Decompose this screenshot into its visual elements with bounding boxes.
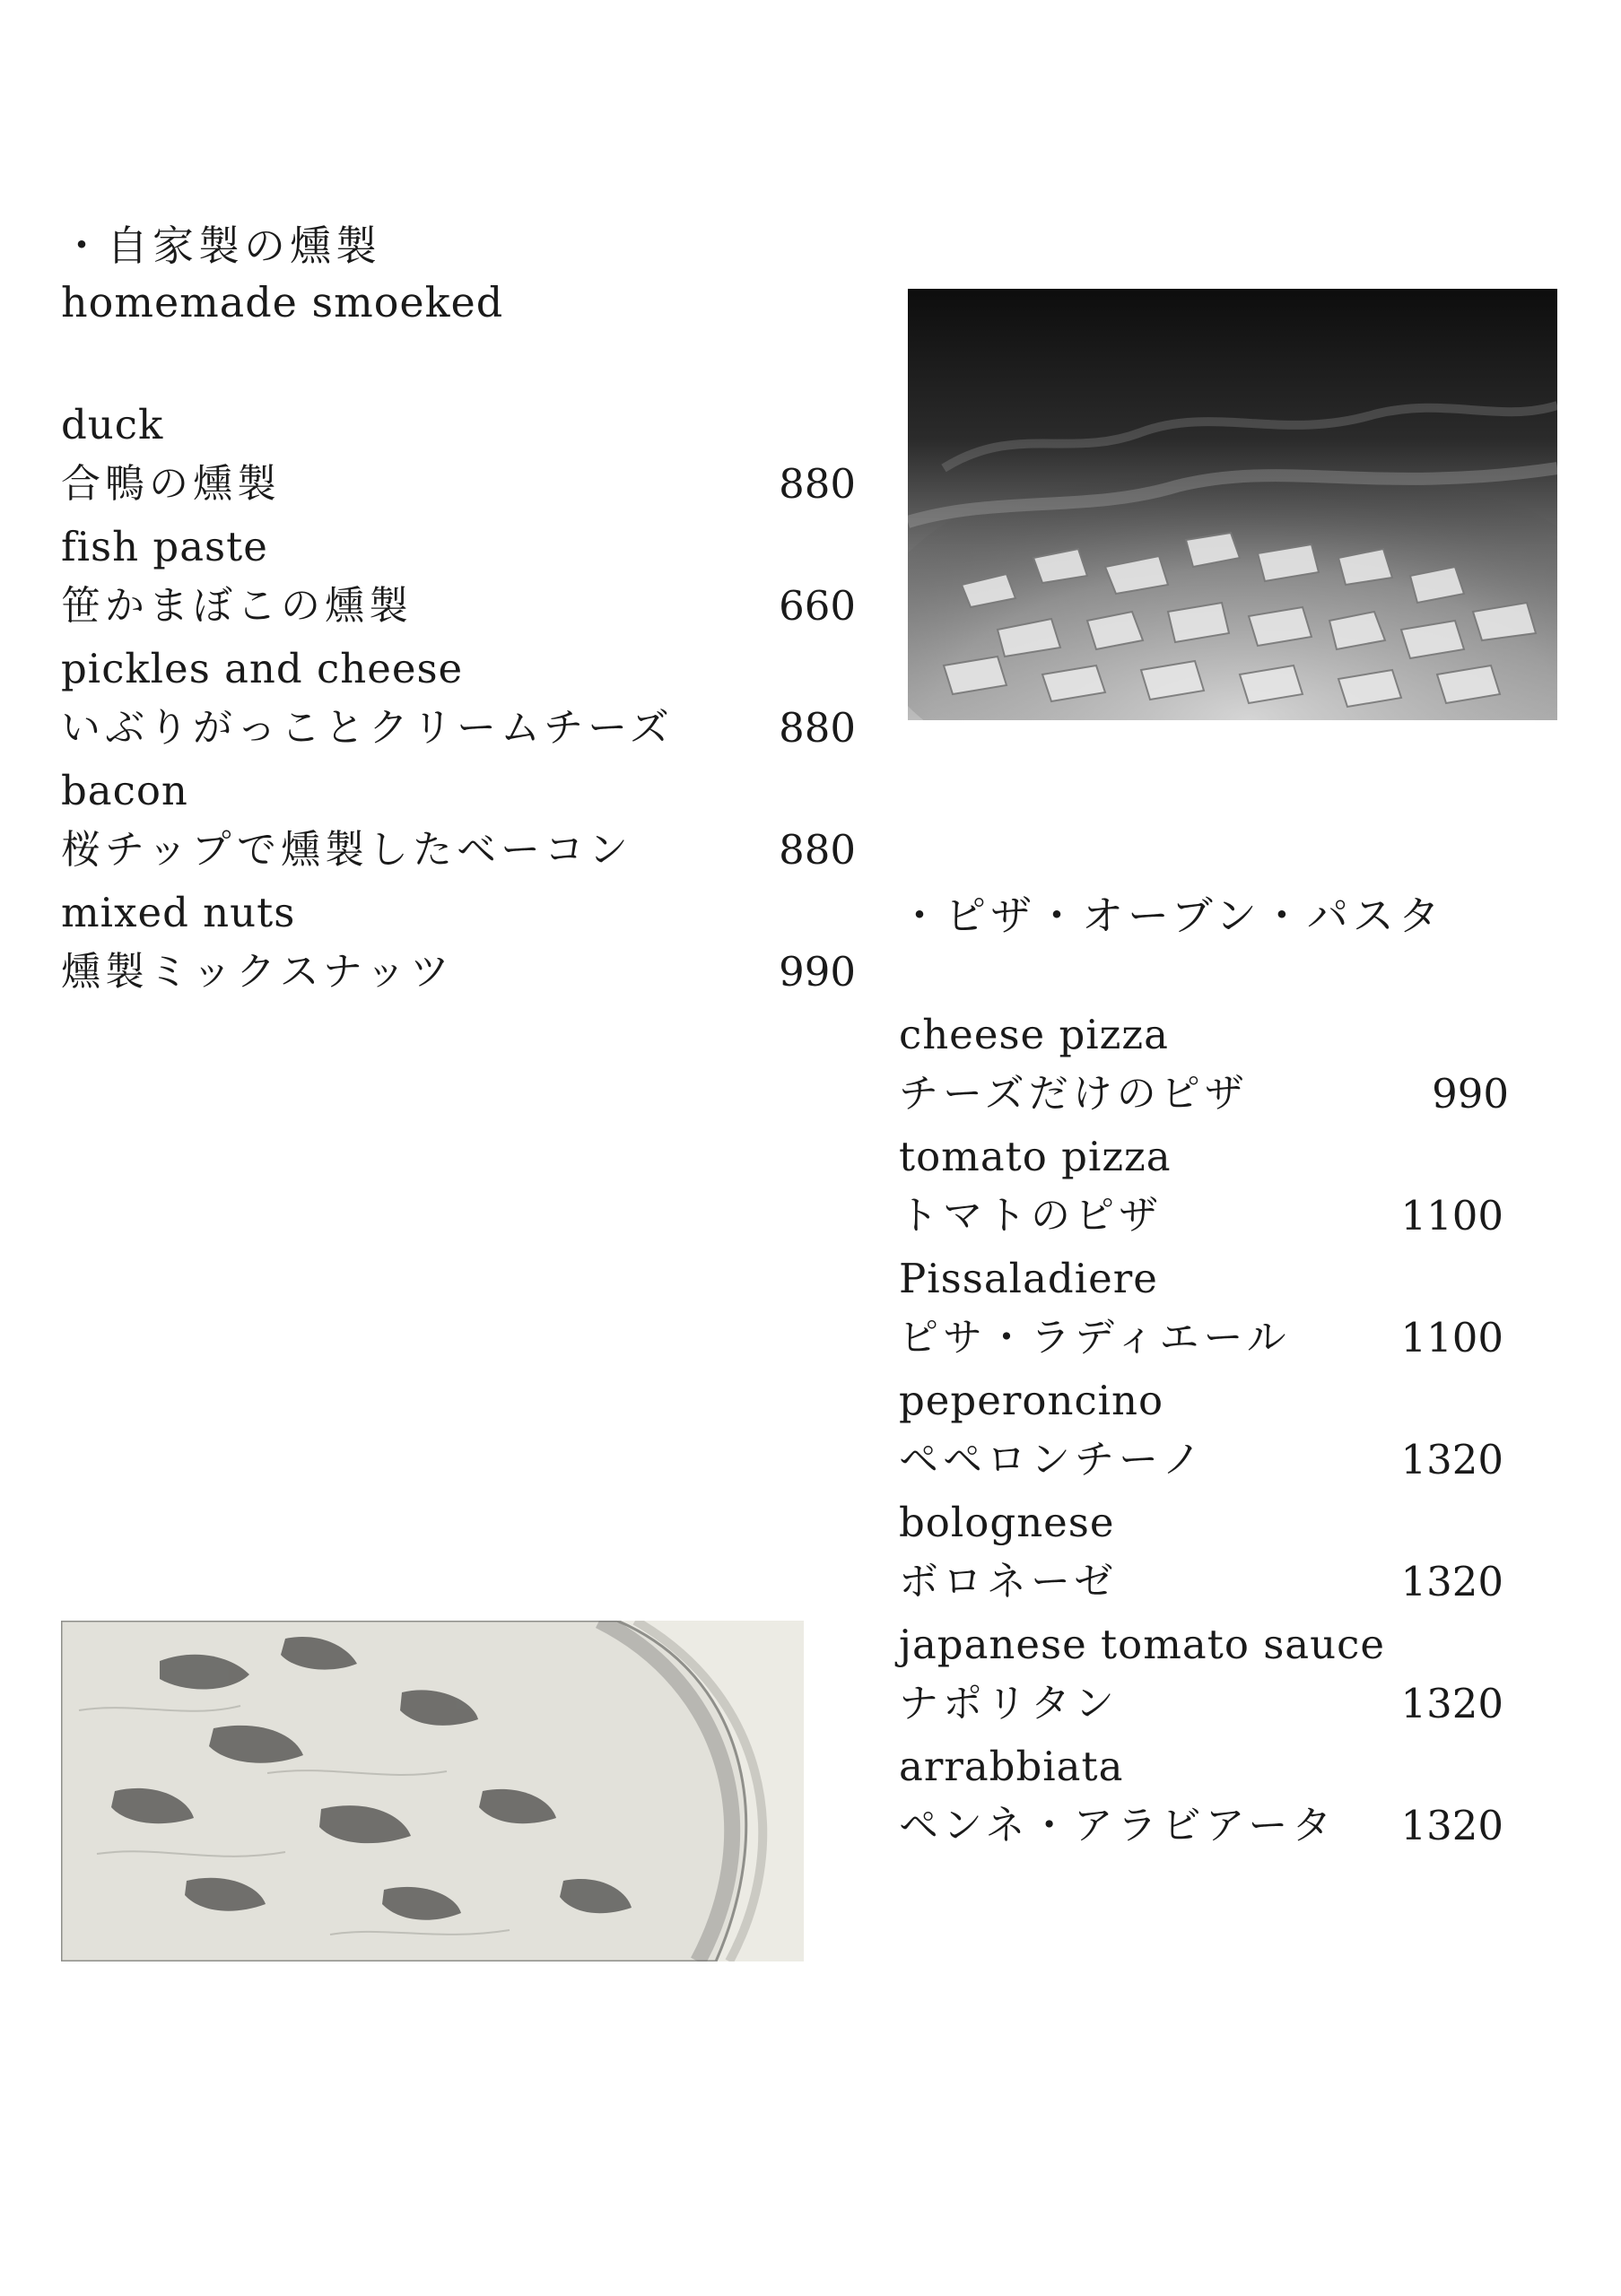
item-name-jp: ナポリタン — [899, 1681, 1119, 1726]
smoked-section-subtitle: homemade smoeked — [61, 278, 504, 326]
item-name-en: bacon — [61, 767, 188, 814]
item-name-jp: 燻製ミックスナッツ — [61, 949, 454, 995]
menu-item — [61, 642, 856, 764]
item-price: 1320 — [1400, 1680, 1503, 1727]
menu-item — [899, 1374, 1511, 1496]
menu-item — [899, 1740, 1511, 1862]
item-name-jp: 桜チップで燻製したベーコン — [61, 827, 632, 873]
wood-chips-smoke-illustration — [908, 289, 1557, 720]
pizza-image — [61, 1621, 804, 1961]
menu-item — [61, 764, 856, 886]
menu-item — [899, 1130, 1511, 1252]
item-name-en: pickles and cheese — [61, 645, 464, 692]
item-name-jp: ボロネーゼ — [899, 1559, 1119, 1605]
item-name-jp: ペンネ・アラビアータ — [899, 1803, 1337, 1848]
item-price: 990 — [1432, 1070, 1509, 1118]
item-name-en: Pissaladiere — [899, 1255, 1158, 1302]
item-price: 990 — [779, 948, 856, 996]
item-name-jp: ピサ・ラディエール — [899, 1315, 1291, 1361]
menu-item — [899, 1496, 1511, 1618]
item-name-en: arrabbiata — [899, 1743, 1124, 1790]
item-name-jp: チーズだけのピザ — [899, 1071, 1249, 1117]
item-price: 880 — [779, 826, 856, 874]
smoked-menu-list — [61, 398, 856, 1008]
item-name-en: bolognese — [899, 1499, 1115, 1546]
item-price: 1320 — [1400, 1558, 1503, 1605]
pizza-menu-list — [899, 1008, 1511, 1862]
menu-item — [61, 398, 856, 520]
pizza-section-title: ・ピザ・オーブン・パスタ — [899, 891, 1444, 940]
pizza-sketch-illustration — [61, 1621, 804, 1961]
item-price: 1100 — [1400, 1192, 1503, 1239]
item-price: 880 — [779, 460, 856, 508]
item-price: 1320 — [1400, 1436, 1503, 1483]
item-name-en: japanese tomato sauce — [899, 1621, 1385, 1668]
menu-item — [61, 886, 856, 1008]
item-name-jp: トマトのピザ — [899, 1193, 1163, 1239]
item-name-jp: 笹かまぼこの燻製 — [61, 583, 413, 629]
item-name-en: duck — [61, 401, 164, 448]
item-price: 1320 — [1400, 1802, 1503, 1849]
item-name-en: cheese pizza — [899, 1011, 1169, 1058]
item-name-en: tomato pizza — [899, 1133, 1172, 1180]
item-name-en: mixed nuts — [61, 889, 296, 936]
menu-item — [899, 1252, 1511, 1374]
item-price: 660 — [779, 582, 856, 630]
item-price: 1100 — [1400, 1314, 1503, 1361]
item-name-jp: ペペロンチーノ — [899, 1437, 1207, 1483]
wood-chips-smoke-image — [908, 289, 1557, 720]
item-name-en: peperoncino — [899, 1377, 1164, 1424]
menu-item — [899, 1618, 1511, 1740]
smoked-section-title: ・自家製の燻製 — [61, 222, 381, 270]
menu-item — [899, 1008, 1511, 1130]
item-price: 880 — [779, 704, 856, 752]
item-name-jp: 合鴨の燻製 — [61, 461, 281, 507]
menu-item — [61, 520, 856, 642]
item-name-jp: いぶりがっことクリームチーズ — [61, 705, 674, 751]
item-name-en: fish paste — [61, 523, 268, 570]
